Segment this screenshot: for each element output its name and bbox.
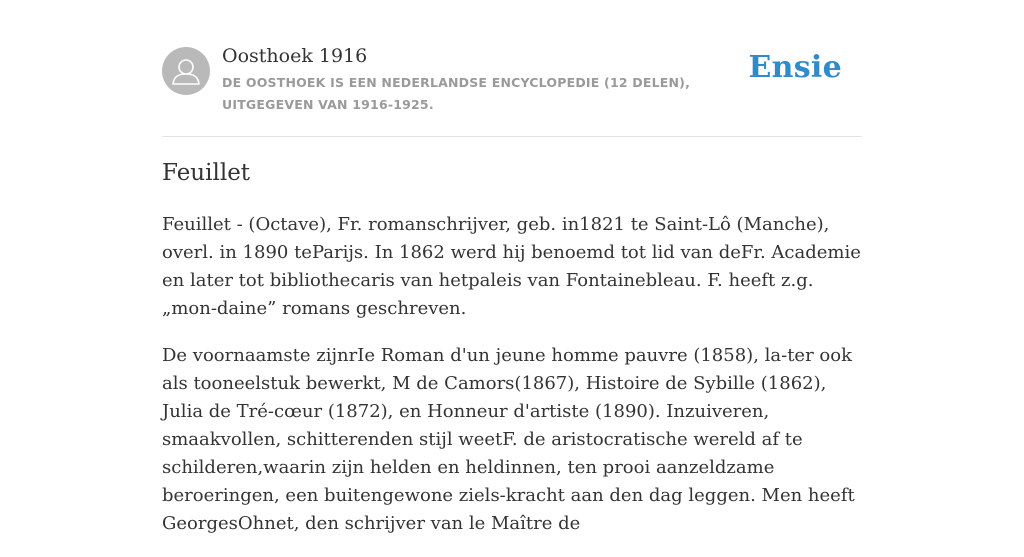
source-description: DE OOSTHOEK IS EEN NEDERLANDSE ENCYCLOPEDIE (12 DELEN), UITGEGEVEN VAN 1916-1925. <box>222 75 691 112</box>
page <box>162 0 862 534</box>
entry-paragraph: Feuillet - (Octave), Fr. romanschrijver, geb. in1821 te Saint-Lô (Manche), overl. in 1890 teParijs. In 1862 werd hij benoemd tot lid van deFr. Academie en later tot bibliothecaris van hetpaleis van Fontainebleau. F. heeft z.g. „mon-daine” romans geschreven. <box>162 214 861 319</box>
entry-body <box>162 211 862 557</box>
source-title[interactable]: Oosthoek 1916 <box>222 45 368 67</box>
user-icon <box>162 47 210 95</box>
avatar[interactable] <box>162 47 210 95</box>
source-header <box>162 0 862 137</box>
ensie-logo[interactable]: Ensie <box>748 50 842 85</box>
page-title: Feuillet <box>162 160 251 186</box>
entry-paragraph: De voornaamste zijnrIe Roman d'un jeune homme pauvre (1858), la-ter ook als tooneelstuk bewerkt, M de Camors(1867), Histoire de Sybille (1862), Julia de Tré-cœur (1872), en Honneur d'artiste (1890). Inzuiveren, smaakvollen, schitterenden stijl weetF. de aristocratische wereld af te schilderen,waarin zijn helden en heldinnen, ten prooi aanzeldzame beroeringen, een buitengewone ziels-kracht aan den dag leggen. Men heeft GeorgesOhnet, den schrijver van le Maître de <box>162 345 855 534</box>
